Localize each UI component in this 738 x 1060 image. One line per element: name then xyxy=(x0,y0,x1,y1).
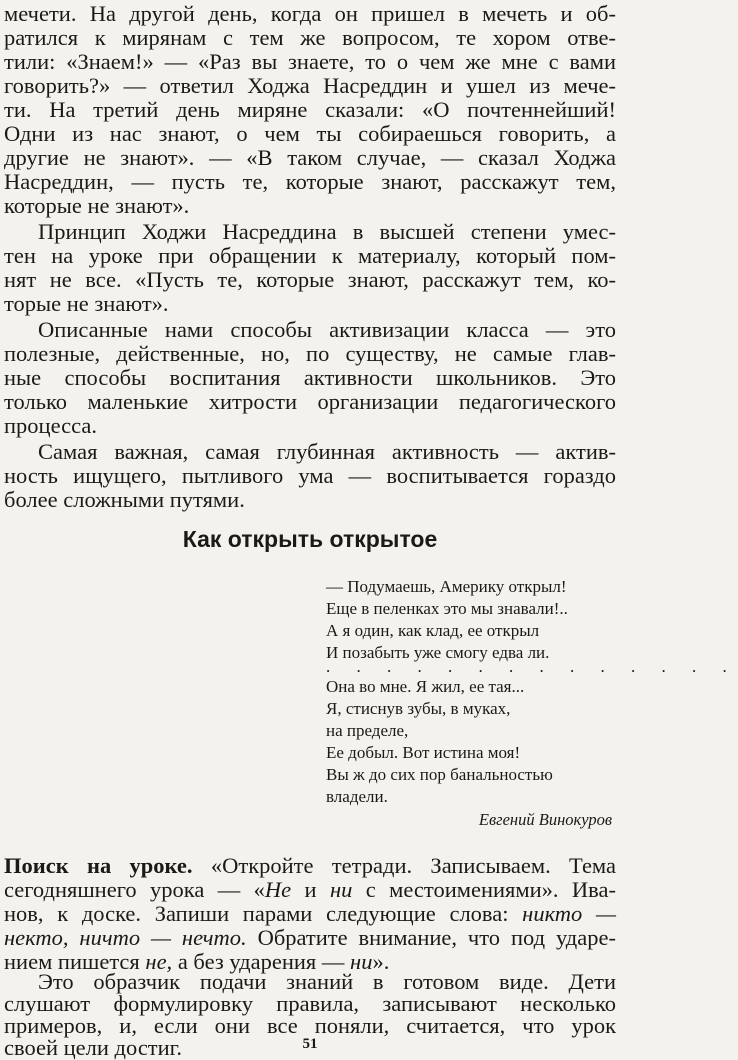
text-line: мечети. На другой день, когда он пришел в мечеть и об- xyxy=(4,1,616,26)
text-line: процесса. xyxy=(4,413,97,438)
page-number: 51 xyxy=(302,1036,318,1052)
epigraph-line: Ее добыл. Вот истина моя! xyxy=(326,743,521,762)
text-span: с местоимениями». Ива- xyxy=(352,877,616,902)
text-span: ». xyxy=(372,949,390,974)
text-line: Принцип Ходжи Насреддина в высшей степени умес- xyxy=(38,219,616,244)
text-line xyxy=(4,854,616,878)
text-line: более сложными путями. xyxy=(4,487,245,512)
text-line xyxy=(4,878,616,902)
text-span: Обратите внимание, что под ударе- xyxy=(246,925,616,950)
text-line: ратился к мирянам с тем же вопросом, те хором отве- xyxy=(4,25,616,50)
text-line: примеров, и, если они все поняли, считается, что урок xyxy=(4,1013,616,1038)
text-line: слушают формулировку правила, записывают несколько xyxy=(4,991,616,1016)
text-line xyxy=(4,926,616,950)
text-line: которые не знают». xyxy=(4,193,190,218)
epigraph-ellipsis: . . . . . . . . . . . . . . xyxy=(326,657,738,676)
italic-span: ни xyxy=(329,877,353,902)
text-line: Насреддин, — пусть те, которые знают, расскажут тем, xyxy=(4,169,616,194)
text-line xyxy=(4,902,616,926)
epigraph-line: А я один, как клад, ее открыл xyxy=(326,621,540,640)
epigraph-line: на пределе, xyxy=(326,721,409,740)
text-line: своей цели достиг. xyxy=(4,1035,182,1060)
text-line: ность ищущего, пытливого ума — воспитывается гораздо xyxy=(4,463,616,488)
text-span: и xyxy=(291,877,330,902)
text-line: говорить?» — ответил Ходжа Насреддин и ушел из мече- xyxy=(4,73,616,98)
text-span: нием пишется xyxy=(4,949,146,974)
text-line: другие не знают». — «В таком случае, — сказал Ходжа xyxy=(4,145,616,170)
epigraph-author: Евгений Винокуров xyxy=(478,810,612,829)
epigraph-line: Она во мне. Я жил, ее тая... xyxy=(326,677,525,696)
text-line: тили: «Знаем!» — «Раз вы знаете, то о чем же мне с вами xyxy=(4,49,616,74)
text-line: торые не знают». xyxy=(4,291,169,316)
text-line: Это образчик подачи знаний в готовом виде. Дети xyxy=(38,969,616,994)
italic-span: не, xyxy=(145,949,173,974)
text-span: «Откройте тетради. Записываем. Тема xyxy=(192,853,616,878)
text-line: нят не все. «Пусть те, которые знают, расскажут тем, ко- xyxy=(4,267,616,292)
text-line: Одни из нас знают, о чем ты собираешься говорить, а xyxy=(4,121,616,146)
section-heading: Как открыть открытое xyxy=(182,526,438,552)
text-line: Самая важная, самая глубинная активность — актив- xyxy=(38,439,616,464)
epigraph-line: Я, стиснув зубы, в муках, xyxy=(326,699,511,718)
text-span: нов, к доске. Запиши парами следующие слова: xyxy=(4,901,523,926)
epigraph-line: Вы ж до сих пор банальностью xyxy=(326,765,553,784)
italic-span: некто, ничто — нечто. xyxy=(4,925,247,950)
text-line: ти. На третий день миряне сказали: «О почтеннейший! xyxy=(4,97,616,122)
italic-span: Не xyxy=(264,877,292,902)
italic-span: никто — xyxy=(522,901,616,926)
epigraph-line: — Подумаешь, Америку открыл! xyxy=(326,577,567,596)
text-span: а без ударения — xyxy=(172,949,351,974)
text-span: сегодняшнего урока — « xyxy=(4,877,265,902)
text-line: только маленькие хитрости организации педагогического xyxy=(4,389,616,414)
epigraph-line: владели. xyxy=(326,787,388,806)
text-line: ные способы воспитания активности школьников. Это xyxy=(4,365,616,390)
epigraph-line: Еще в пеленках это мы знавали!.. xyxy=(326,599,568,618)
epigraph-line: И позабыть уже смогу едва ли. xyxy=(326,643,550,662)
text-line: тен на уроке при обращении к материалу, который пом- xyxy=(4,243,616,268)
text-line: Описанные нами способы активизации класса — это xyxy=(38,317,616,342)
italic-span: ни xyxy=(350,949,373,974)
text-line: полезные, действенные, но, по существу, не самые глав- xyxy=(4,341,616,366)
bold-lead: Поиск на уроке. xyxy=(4,853,193,878)
